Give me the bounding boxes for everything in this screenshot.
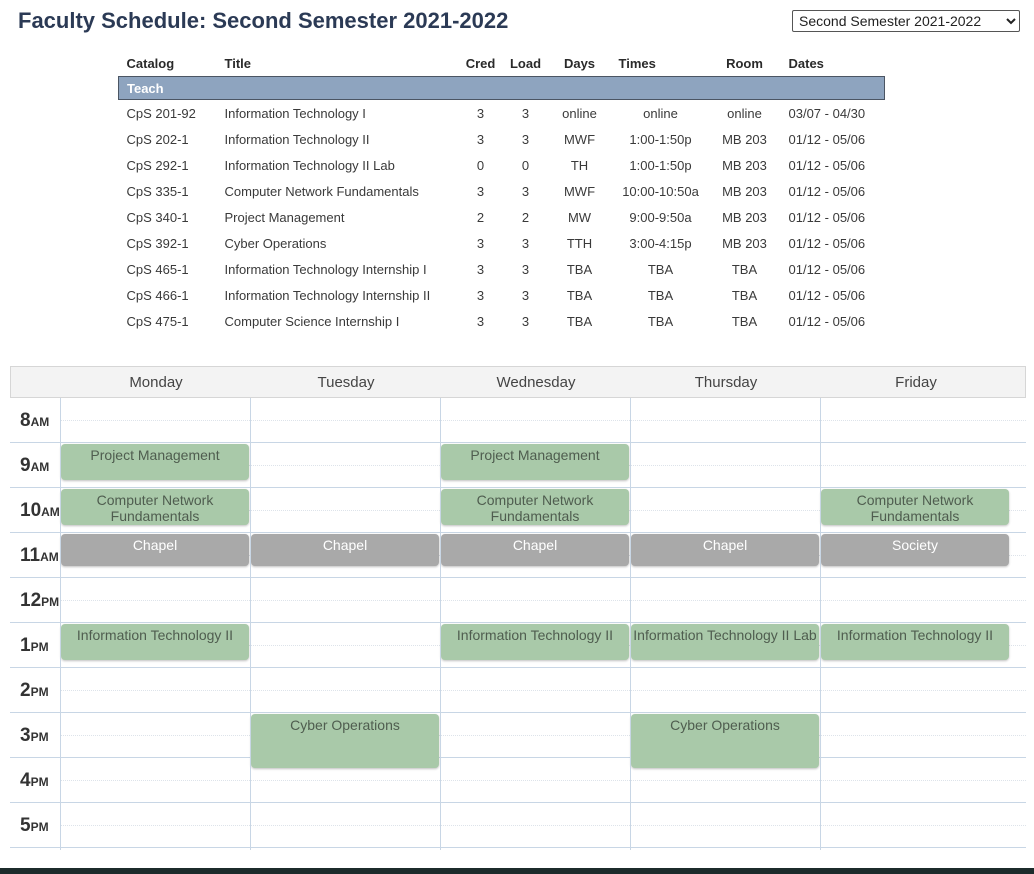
hour-ampm: PM	[30, 775, 49, 789]
course-load: 3	[521, 105, 530, 121]
half-hour-divider	[60, 600, 1026, 601]
course-days: MW	[567, 209, 592, 225]
course-times: 1:00-1:50p	[629, 131, 692, 147]
group-label: Teach	[119, 77, 885, 100]
day-header-wednesday: Wednesday	[496, 374, 576, 391]
course-times: TBA	[647, 261, 674, 277]
course-room: MB 203	[722, 235, 767, 251]
semester-select[interactable]	[792, 10, 1020, 32]
course-title: Project Management	[224, 209, 345, 225]
calendar-event[interactable]: Chapel	[441, 534, 629, 566]
course-dates: 01/12 - 05/06	[788, 287, 866, 303]
course-load: 2	[521, 209, 530, 225]
course-catalog: CpS 335-1	[126, 183, 189, 199]
calendar-day-header	[10, 366, 1026, 398]
hour-label	[10, 533, 60, 578]
course-row	[119, 204, 885, 230]
day-header-thursday: Thursday	[694, 374, 758, 391]
column-header-times: Times	[618, 55, 656, 71]
course-cred: 3	[476, 183, 485, 199]
course-days: TBA	[566, 313, 593, 329]
half-hour-divider	[60, 735, 1026, 736]
hour-label	[10, 443, 60, 488]
calendar-event[interactable]: Information Technology II	[441, 624, 629, 660]
day-header-monday: Monday	[129, 374, 183, 391]
course-load: 3	[521, 235, 530, 251]
course-table-header	[119, 50, 885, 77]
column-header-dates: Dates	[788, 55, 824, 71]
day-column-divider	[250, 398, 251, 850]
course-catalog: CpS 475-1	[126, 313, 189, 329]
calendar-event[interactable]: Information Technology II	[821, 624, 1009, 660]
course-row	[119, 282, 885, 308]
course-room: TBA	[731, 287, 758, 303]
column-header-title: Title	[224, 55, 251, 71]
course-room: MB 203	[722, 183, 767, 199]
course-dates: 01/12 - 05/06	[788, 313, 866, 329]
course-days: online	[562, 105, 597, 121]
course-dates: 01/12 - 05/06	[788, 235, 866, 251]
course-row	[119, 308, 885, 334]
course-title: Computer Science Internship I	[224, 313, 400, 329]
hour-label	[10, 758, 60, 803]
course-dates: 01/12 - 05/06	[788, 261, 866, 277]
hour-row	[10, 713, 1026, 758]
hour-ampm: PM	[30, 640, 49, 654]
hour-ampm: AM	[41, 505, 60, 519]
course-days: TH	[570, 157, 589, 173]
calendar-event[interactable]: Project Management	[61, 444, 249, 480]
calendar-event[interactable]: Computer Network Fundamentals	[441, 489, 629, 525]
course-days: TTH	[566, 235, 593, 251]
hour-label	[10, 488, 60, 533]
course-room: online	[727, 105, 762, 121]
course-load: 0	[521, 157, 530, 173]
course-catalog: CpS 202-1	[126, 131, 189, 147]
course-cred: 0	[476, 157, 485, 173]
course-times: TBA	[647, 287, 674, 303]
footer-bar	[0, 868, 1034, 874]
half-hour-divider	[60, 780, 1026, 781]
course-row	[119, 152, 885, 178]
course-times: 1:00-1:50p	[629, 157, 692, 173]
hour-ampm: PM	[30, 820, 49, 834]
calendar-event[interactable]: Chapel	[251, 534, 439, 566]
day-column-divider	[60, 398, 61, 850]
course-title: Information Technology II Lab	[224, 157, 395, 173]
column-header-days: Days	[563, 55, 596, 71]
course-table	[118, 50, 885, 334]
course-load: 3	[521, 261, 530, 277]
course-times: 10:00-10:50a	[622, 183, 699, 199]
calendar-event[interactable]: Chapel	[61, 534, 249, 566]
hour-number: 1	[20, 635, 31, 656]
course-title: Information Technology II	[224, 131, 370, 147]
course-times: online	[643, 105, 678, 121]
hour-ampm: AM	[30, 460, 50, 474]
calendar-event[interactable]: Computer Network Fundamentals	[821, 489, 1009, 525]
course-catalog: CpS 465-1	[126, 261, 189, 277]
hour-row	[10, 758, 1026, 803]
hour-label	[10, 668, 60, 713]
course-days: MWF	[563, 131, 596, 147]
course-cred: 3	[476, 105, 485, 121]
hour-ampm: PM	[41, 595, 60, 609]
half-hour-divider	[60, 690, 1026, 691]
course-row	[119, 178, 885, 204]
course-catalog: CpS 466-1	[126, 287, 189, 303]
course-load: 3	[521, 183, 530, 199]
course-cred: 3	[476, 287, 485, 303]
hour-ampm: AM	[30, 415, 50, 429]
hour-number: 12	[20, 590, 42, 611]
calendar-event[interactable]: Cyber Operations	[631, 714, 819, 768]
calendar-event[interactable]: Chapel	[631, 534, 819, 566]
hour-number: 4	[20, 770, 31, 791]
hour-label	[10, 398, 60, 443]
column-header-load: Load	[509, 55, 542, 71]
course-load: 3	[521, 313, 530, 329]
half-hour-divider	[60, 420, 1026, 421]
course-title: Computer Network Fundamentals	[224, 183, 419, 199]
course-title: Information Technology I	[224, 105, 366, 121]
course-row	[119, 230, 885, 256]
course-title: Information Technology Internship II	[224, 287, 431, 303]
hour-ampm: PM	[30, 685, 49, 699]
day-column-divider	[630, 398, 631, 850]
hour-number: 11	[20, 545, 41, 566]
course-catalog: CpS 292-1	[126, 157, 189, 173]
course-room: MB 203	[722, 157, 767, 173]
calendar-event[interactable]: Information Technology II Lab	[631, 624, 819, 660]
hour-ampm: PM	[30, 730, 49, 744]
course-load: 3	[521, 287, 530, 303]
course-row	[119, 100, 885, 127]
hour-number: 8	[20, 410, 31, 431]
day-column-divider	[820, 398, 821, 850]
calendar-event[interactable]: Society	[821, 534, 1009, 566]
course-days: TBA	[566, 287, 593, 303]
course-days: TBA	[566, 261, 593, 277]
course-title: Information Technology Internship I	[224, 261, 427, 277]
day-header-tuesday: Tuesday	[317, 374, 375, 391]
hour-label	[10, 578, 60, 623]
course-dates: 03/07 - 04/30	[788, 105, 866, 121]
group-row-teach	[119, 77, 885, 100]
course-title: Cyber Operations	[224, 235, 327, 251]
course-days: MWF	[563, 183, 596, 199]
course-dates: 01/12 - 05/06	[788, 157, 866, 173]
course-room: MB 203	[722, 209, 767, 225]
course-cred: 2	[476, 209, 485, 225]
column-header-room: Room	[726, 55, 763, 71]
hour-number: 3	[20, 725, 31, 746]
course-room: TBA	[731, 313, 758, 329]
hour-label	[10, 803, 60, 848]
course-room: MB 203	[722, 131, 767, 147]
hour-label	[10, 623, 60, 668]
course-room: TBA	[731, 261, 758, 277]
hour-ampm: AM	[40, 550, 59, 564]
calendar-event[interactable]: Computer Network Fundamentals	[61, 489, 249, 525]
course-cred: 3	[476, 313, 485, 329]
hour-row	[10, 668, 1026, 713]
hour-label	[10, 713, 60, 758]
course-cred: 3	[476, 131, 485, 147]
calendar-event[interactable]: Project Management	[441, 444, 629, 480]
column-header-catalog: Catalog	[126, 55, 175, 71]
calendar-grid	[10, 398, 1026, 850]
hour-row	[10, 578, 1026, 623]
course-dates: 01/12 - 05/06	[788, 131, 866, 147]
course-cred: 3	[476, 261, 485, 277]
course-times: 9:00-9:50a	[629, 209, 692, 225]
course-row	[119, 256, 885, 282]
course-times: 3:00-4:15p	[629, 235, 692, 251]
course-row	[119, 126, 885, 152]
day-header-friday: Friday	[895, 374, 937, 391]
course-catalog: CpS 340-1	[126, 209, 189, 225]
hour-row	[10, 803, 1026, 848]
page-title: Faculty Schedule: Second Semester 2021-2022	[18, 8, 509, 33]
calendar-event[interactable]: Information Technology II	[61, 624, 249, 660]
hour-number: 5	[20, 815, 31, 836]
course-dates: 01/12 - 05/06	[788, 183, 866, 199]
hour-number: 2	[20, 680, 31, 701]
column-header-cred: Cred	[465, 55, 496, 71]
day-column-divider	[440, 398, 441, 850]
course-cred: 3	[476, 235, 485, 251]
calendar-event[interactable]: Cyber Operations	[251, 714, 439, 768]
course-times: TBA	[647, 313, 674, 329]
half-hour-divider	[60, 825, 1026, 826]
hour-row	[10, 398, 1026, 443]
course-dates: 01/12 - 05/06	[788, 209, 866, 225]
course-catalog: CpS 201-92	[126, 105, 196, 121]
hour-number: 9	[20, 455, 31, 476]
course-load: 3	[521, 131, 530, 147]
course-catalog: CpS 392-1	[126, 235, 189, 251]
hour-number: 10	[20, 500, 42, 521]
